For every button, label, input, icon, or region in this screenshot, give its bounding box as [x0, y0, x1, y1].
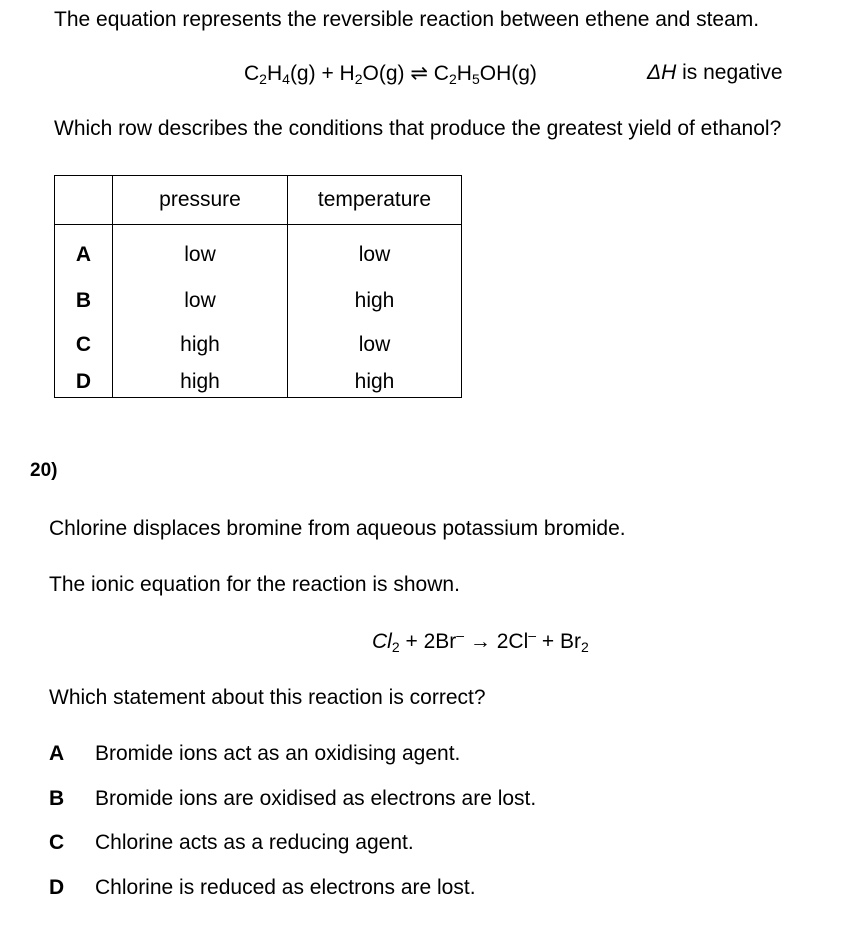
- row-temperature: high: [288, 367, 462, 398]
- option-text: Bromide ions act as an oxidising agent.: [95, 742, 461, 765]
- q19-intro: The equation represents the reversible reaction between ethene and steam.: [54, 8, 760, 31]
- table-header-pressure: pressure: [113, 176, 288, 225]
- row-letter: D: [55, 367, 113, 398]
- conditions-table: [54, 175, 462, 398]
- table-header-row: [55, 176, 462, 225]
- option-letter: A: [49, 742, 65, 765]
- table-header-cell: [55, 176, 113, 225]
- option-letter: C: [49, 831, 65, 854]
- q19-question: Which row describes the conditions that produce the greatest yield of ethanol?: [54, 117, 782, 140]
- reaction-arrow-icon: →: [464, 630, 497, 653]
- row-letter: B: [55, 279, 113, 323]
- row-pressure: high: [113, 323, 288, 367]
- enthalpy-note: ΔH is negative: [647, 61, 783, 84]
- table-row: [55, 367, 462, 398]
- equilibrium-arrow-icon: ⇌: [410, 62, 428, 85]
- answer-option-d: [49, 876, 476, 900]
- answer-option-a: [49, 742, 460, 766]
- question-number: 20): [30, 460, 58, 481]
- option-text: Chlorine acts as a reducing agent.: [95, 831, 414, 854]
- row-letter: A: [55, 225, 113, 280]
- table-row: [55, 279, 462, 323]
- row-temperature: high: [288, 279, 462, 323]
- row-temperature: low: [288, 225, 462, 280]
- q20-question: Which statement about this reaction is correct?: [49, 686, 486, 709]
- q19-equation: $C_2H_4(g) + H_2O(g)$ ⇌ $C_2H_5OH(g)$: [244, 62, 537, 87]
- table-row: [55, 323, 462, 367]
- q20-ionic-equation: $Cl_2 + 2Br^- \to 2Cl^- + Br_2$: [372, 627, 589, 655]
- row-letter: C: [55, 323, 113, 367]
- answer-option-c: [49, 831, 414, 855]
- q20-intro: Chlorine displaces bromine from aqueous potassium bromide.: [49, 517, 626, 540]
- option-letter: B: [49, 787, 65, 810]
- option-text: Chlorine is reduced as electrons are lost.: [95, 876, 476, 899]
- table-header-temperature: temperature: [288, 176, 462, 225]
- answer-option-b: [49, 787, 536, 811]
- row-pressure: low: [113, 225, 288, 280]
- option-text: Bromide ions are oxidised as electrons are lost.: [95, 787, 537, 810]
- row-temperature: low: [288, 323, 462, 367]
- option-letter: D: [49, 876, 65, 899]
- table-row: [55, 225, 462, 280]
- row-pressure: low: [113, 279, 288, 323]
- row-pressure: high: [113, 367, 288, 398]
- q20-equation-intro: The ionic equation for the reaction is shown.: [49, 573, 460, 596]
